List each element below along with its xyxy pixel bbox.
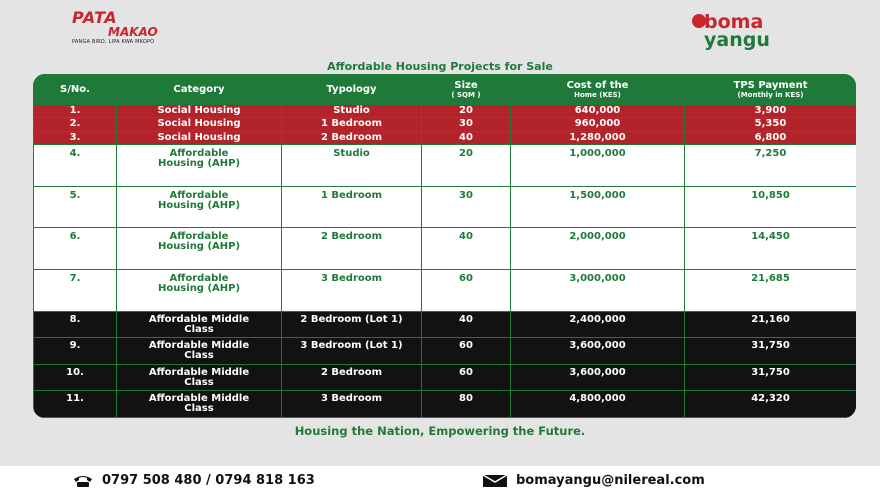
cell-sno: 8. — [34, 311, 117, 338]
cell-size: 40 — [422, 131, 511, 144]
cell-size: 40 — [422, 228, 511, 270]
cell-typology: 3 Bedroom (Lot 1) — [282, 338, 422, 365]
cell-tps: 10,850 — [685, 186, 857, 228]
cell-typology: 1 Bedroom — [282, 186, 422, 228]
cell-category: Affordable Housing (AHP) — [117, 186, 282, 228]
header-tps-sub: (Monthly in KES) — [737, 90, 804, 99]
cell-tps: 6,800 — [685, 131, 857, 144]
cell-sno: 5. — [34, 186, 117, 228]
cell-sno: 4. — [34, 144, 117, 186]
logo-right-line2: yangu — [704, 29, 770, 51]
cell-category: Affordable Middle Class — [117, 311, 282, 338]
cell-sno: 7. — [34, 270, 117, 312]
cell-tps: 14,450 — [685, 228, 857, 270]
cell-cost: 1,280,000 — [511, 131, 685, 144]
cell-sno: 10. — [34, 364, 117, 391]
cell-tps: 3,900 — [685, 105, 857, 118]
cell-sno: 9. — [34, 338, 117, 365]
cell-category: Affordable Housing (AHP) — [117, 228, 282, 270]
phone-icon — [72, 474, 94, 488]
header-cost-label: Cost of the — [566, 79, 629, 91]
table-row — [34, 105, 857, 118]
logo-left-line1: PATA — [72, 8, 118, 27]
header-cost — [511, 75, 685, 105]
table-row — [34, 311, 857, 338]
header-cost-sub: Home (KES) — [574, 90, 621, 99]
table-row — [34, 186, 857, 228]
table-row — [34, 144, 857, 186]
cell-cost: 2,000,000 — [511, 228, 685, 270]
envelope-icon — [482, 474, 508, 488]
cell-category: Affordable Middle Class — [117, 364, 282, 391]
cell-size: 60 — [422, 270, 511, 312]
header-size-label: Size — [454, 79, 478, 91]
table-row — [34, 364, 857, 391]
cell-cost: 3,600,000 — [511, 338, 685, 365]
cell-typology: 3 Bedroom — [282, 391, 422, 418]
cell-typology: 2 Bedroom — [282, 131, 422, 144]
cell-category: Affordable Housing (AHP) — [117, 270, 282, 312]
cell-category: Affordable Middle Class — [117, 391, 282, 418]
cell-cost: 1,500,000 — [511, 186, 685, 228]
cell-size: 60 — [422, 338, 511, 365]
email-address: bomayangu@nilereal.com — [516, 473, 705, 488]
cell-typology: 2 Bedroom — [282, 364, 422, 391]
cell-tps: 42,320 — [685, 391, 857, 418]
cell-sno: 6. — [34, 228, 117, 270]
housing-table — [33, 74, 856, 418]
header-typology: Typology — [282, 75, 422, 105]
cell-cost: 4,800,000 — [511, 391, 685, 418]
cell-category: Social Housing — [117, 131, 282, 144]
cell-size: 40 — [422, 311, 511, 338]
cell-tps: 31,750 — [685, 364, 857, 391]
page-title: Affordable Housing Projects for Sale — [327, 60, 553, 73]
cell-cost: 960,000 — [511, 118, 685, 131]
cell-tps: 21,160 — [685, 311, 857, 338]
cell-typology: 2 Bedroom — [282, 228, 422, 270]
cell-tps: 5,350 — [685, 118, 857, 131]
cell-category: Affordable Middle Class — [117, 338, 282, 365]
contact-footer — [0, 466, 880, 500]
slogan: Housing the Nation, Empowering the Future. — [294, 424, 586, 438]
cell-category: Affordable Housing (AHP) — [117, 144, 282, 186]
cell-tps: 21,685 — [685, 270, 857, 312]
cell-cost: 640,000 — [511, 105, 685, 118]
table-row — [34, 228, 857, 270]
cell-size: 30 — [422, 118, 511, 131]
cell-size: 20 — [422, 144, 511, 186]
logo-left-line2: MAKAO — [108, 25, 158, 39]
cell-cost: 3,000,000 — [511, 270, 685, 312]
cell-tps: 7,250 — [685, 144, 857, 186]
header-size — [422, 75, 511, 105]
cell-size: 80 — [422, 391, 511, 418]
cell-size: 20 — [422, 105, 511, 118]
table-row — [34, 391, 857, 418]
table-row — [34, 270, 857, 312]
cell-tps: 31,750 — [685, 338, 857, 365]
phone-numbers: 0797 508 480 / 0794 818 163 — [102, 473, 315, 488]
cell-typology: Studio — [282, 144, 422, 186]
cell-sno: 2. — [34, 118, 117, 131]
header-sno: S/No. — [34, 75, 117, 105]
logo-right-line1: boma — [704, 11, 764, 33]
table-row — [34, 338, 857, 365]
cell-sno: 11. — [34, 391, 117, 418]
table-header-row — [34, 75, 857, 105]
cell-typology: 2 Bedroom (Lot 1) — [282, 311, 422, 338]
table-row — [34, 131, 857, 144]
header-size-sub: ( SQM ) — [451, 90, 481, 99]
cell-sno: 3. — [34, 131, 117, 144]
cell-cost: 1,000,000 — [511, 144, 685, 186]
cell-cost: 2,400,000 — [511, 311, 685, 338]
header-tps — [685, 75, 857, 105]
email-contact[interactable] — [482, 473, 705, 488]
cell-cost: 3,600,000 — [511, 364, 685, 391]
phone-contact[interactable] — [72, 473, 315, 488]
cell-size: 60 — [422, 364, 511, 391]
cell-typology: 1 Bedroom — [282, 118, 422, 131]
pata-makao-logo — [72, 10, 212, 50]
boma-yangu-logo — [690, 12, 820, 52]
cell-typology: Studio — [282, 105, 422, 118]
cell-typology: 3 Bedroom — [282, 270, 422, 312]
header-tps-label: TPS Payment — [733, 79, 808, 91]
cell-size: 30 — [422, 186, 511, 228]
cell-category: Social Housing — [117, 118, 282, 131]
cell-category: Social Housing — [117, 105, 282, 118]
logo-left-tagline: PANGA BIRD, LIPA KWA MKOPO — [72, 39, 155, 45]
header-category: Category — [117, 75, 282, 105]
cell-sno: 1. — [34, 105, 117, 118]
table-row — [34, 118, 857, 131]
